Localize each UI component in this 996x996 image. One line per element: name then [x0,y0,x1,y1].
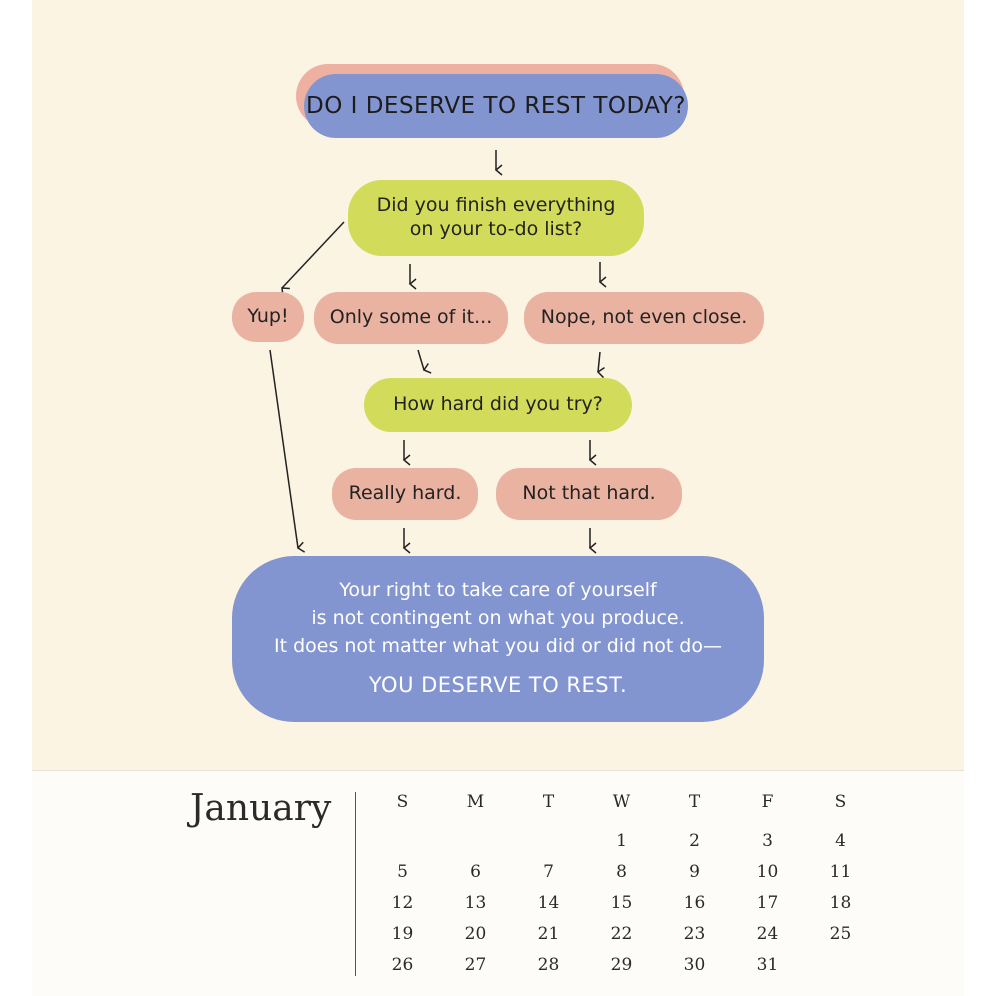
calendar-day: 3 [762,830,773,851]
conclusion-line-3: It does not matter what you did or did not do— [273,634,722,657]
calendar-empty-cell [366,825,439,856]
calendar-grid [366,786,878,975]
calendar-day: 23 [683,923,706,944]
calendar-day: 9 [689,861,700,882]
calendar-day: 11 [829,861,852,882]
arrow-nope-to-q2 [598,352,600,372]
calendar-day: 27 [464,954,487,975]
calendar-day: 30 [683,954,706,975]
conclusion-line-2: is not contingent on what you produce. [311,607,685,629]
calendar-month: January [190,788,332,829]
calendar-day: 19 [391,923,414,944]
arrow-some-to-q2 [418,350,424,370]
calendar-day: 13 [464,892,487,913]
calendar-day: 16 [683,892,706,913]
calendar-empty-cell [804,949,877,980]
calendar-day: 18 [829,892,852,913]
answer-not-that-hard: Not that hard. [496,468,682,520]
question-how-hard: How hard did you try? [364,378,632,432]
weekday-header: M [466,791,485,812]
answer-only-some: Only some of it... [314,292,508,344]
calendar-day: 6 [470,861,481,882]
calendar-day: 21 [537,923,560,944]
calendar-day: 14 [537,892,560,913]
calendar-day: 26 [391,954,414,975]
calendar-day: 12 [391,892,414,913]
calendar-day: 2 [689,830,700,851]
calendar-empty-cell [439,825,512,856]
calendar-empty-cell [512,825,585,856]
calendar-day: 4 [835,830,846,851]
calendar-day: 25 [829,923,852,944]
calendar-day: 5 [397,861,408,882]
answer-nope: Nope, not even close. [524,292,764,344]
calendar-day: 15 [610,892,633,913]
page-divider [32,770,964,771]
calendar-day: 20 [464,923,487,944]
calendar-day: 24 [756,923,779,944]
weekday-header: S [834,791,847,812]
conclusion-bubble [232,556,764,722]
calendar-day: 1 [616,830,627,851]
arrow-yup-to-answer [270,350,298,548]
weekday-header: S [396,791,409,812]
calendar-day: 8 [616,861,627,882]
weekday-header: F [761,791,774,812]
question-line-1: Did you finish everything [376,194,616,217]
calendar-day: 31 [756,954,779,975]
flowchart-title: DO I DESERVE TO REST TODAY? [304,74,688,138]
weekday-header: T [688,791,701,812]
conclusion-caps: YOU DESERVE TO REST. [368,673,628,698]
weekday-header: W [612,791,631,812]
conclusion-line-1: Your right to take care of yourself [339,579,657,602]
calendar-day: 7 [543,861,554,882]
answer-really-hard: Really hard. [332,468,478,520]
calendar-day: 17 [756,892,779,913]
arrow-q1-to-yup [282,222,344,288]
calendar-day: 22 [610,923,633,944]
calendar-day: 28 [537,954,560,975]
question-finish-list [348,180,644,256]
calendar-divider [355,792,356,976]
weekday-header: T [542,791,555,812]
calendar-day: 29 [610,954,633,975]
answer-yup: Yup! [232,292,304,342]
question-line-2: on your to-do list? [409,218,583,240]
calendar-day: 10 [756,861,779,882]
